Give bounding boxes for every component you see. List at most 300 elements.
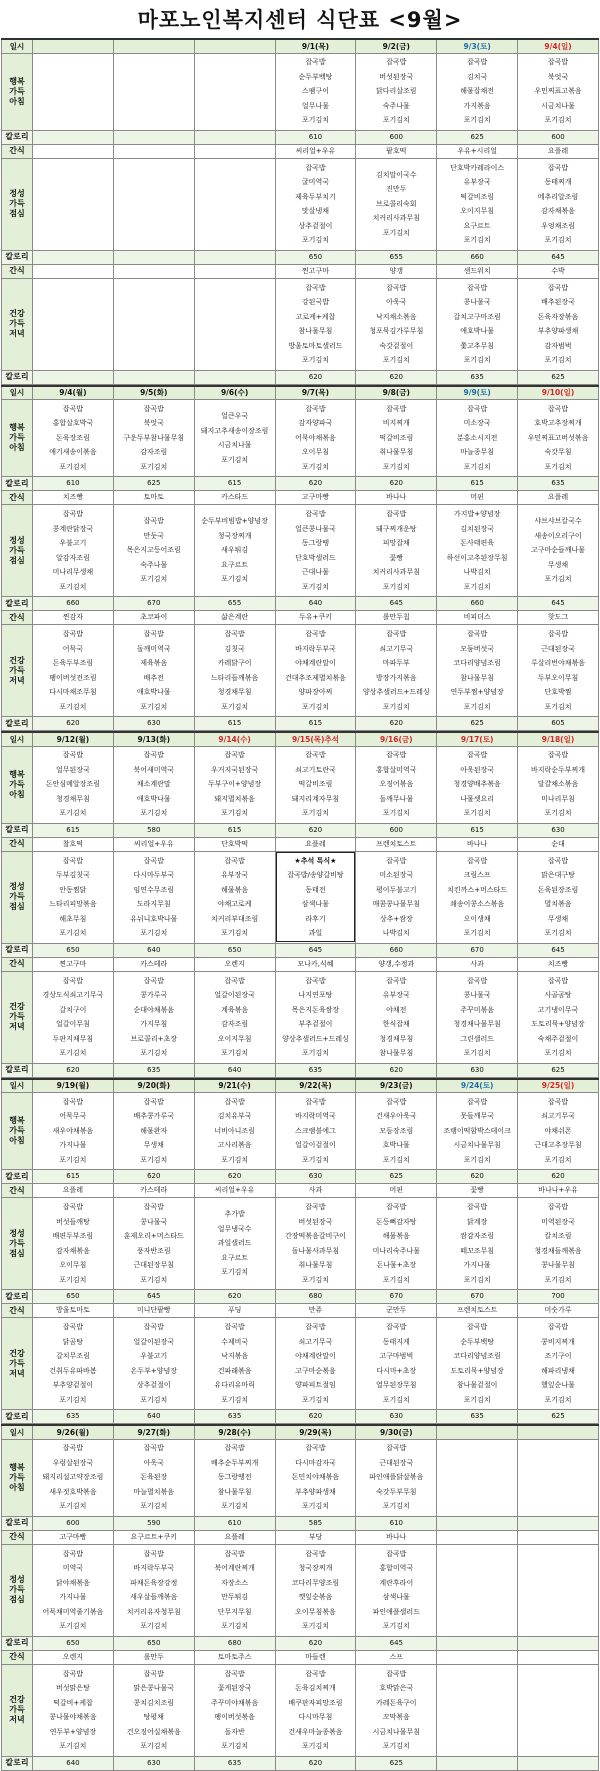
lunch-item: 우불고기 [59,539,87,547]
dinner-calorie-cell: 640 [194,1063,275,1077]
dinner-item: 포기김치 [301,1049,329,1057]
breakfast-label-line: 행복 [9,1462,25,1472]
breakfast-item: 호박고추장찌개 [534,419,582,428]
dinner-item: 포기김치 [463,1049,491,1057]
date-cell: 9/9(토) [437,386,518,400]
dinner-item: 목은지돈육쌈장 [291,1005,340,1014]
breakfast-item: 돈육장조림 [56,433,90,442]
breakfast-calorie-cell: 620 [113,1170,194,1184]
dinner-item: 콩치김치조림 [133,1698,175,1707]
date-cell: 9/4(일) [518,39,599,53]
date-cell: 9/2(금) [356,39,437,53]
lunch-item: 잡곡밥 [224,856,245,865]
breakfast-cell [518,53,599,130]
breakfast-calorie-cell: 600 [518,130,599,144]
dinner-item: 갈치고구마조림 [453,312,501,321]
breakfast-item: 포기김치 [382,809,410,818]
lunch-item: 유부장국 [463,178,491,186]
dinner-item: 양상추샐러드+드레싱 [282,1034,349,1043]
morning-snack-cell: 요플레 [518,491,599,505]
lunch-item: 오이무침 [59,1261,87,1269]
lunch-label-line: 가득 [9,892,25,901]
lunch-item: 치커리사과무침 [372,214,420,223]
meal-row [2,851,599,943]
meal-row [2,1198,599,1290]
kcal-row [2,597,599,611]
breakfast-item: 비지찌개 [382,419,410,428]
breakfast-cell [194,53,275,130]
breakfast-calorie-cell [194,130,275,144]
dinner-item: 부추양파생채 [537,327,579,335]
breakfast-item: 분홍소시지전 [456,433,498,442]
lunch-cell [113,505,194,597]
date-cell: 9/15(목)추석 [275,732,356,746]
dinner-item: 팽이버섯볶음 [214,1713,255,1721]
lunch-item: 풍자반조림 [136,1246,171,1255]
lunch-item: 포기김치 [140,1275,168,1284]
dinner-item: 연두부찜+양념장 [450,688,504,696]
breakfast-item: 마늘멸치볶음 [133,1487,175,1496]
dinner-calorie-label: 칼로리 [2,1756,33,1770]
breakfast-item: 포기김치 [463,1155,491,1164]
dinner-cell [518,1318,599,1410]
dinner-item: 얼갈이된장국 [133,1337,175,1346]
dinner-calorie-cell: 625 [518,1410,599,1424]
week-table [1,1424,599,1771]
dinner-item: 잡곡밥 [547,1323,569,1331]
breakfast-item: 참나물무침 [217,1487,252,1496]
dinner-calorie-cell: 635 [437,1410,518,1424]
afternoon-snack-cell: 모나카,식혜 [275,957,356,971]
dinner-label [2,1318,33,1410]
kcal-row [2,477,599,491]
meal-row [2,611,599,625]
lunch-cell [356,505,437,597]
dinner-calorie-cell: 620 [33,1063,114,1077]
lunch-calorie-cell: 645 [518,597,599,611]
dinner-cell [437,971,518,1063]
lunch-cell [518,851,599,943]
breakfast-calorie-cell [113,130,194,144]
breakfast-item: 잡곡밥 [386,404,407,413]
breakfast-item: 우민찌표고볶음 [534,87,582,96]
lunch-item: 요구르트 [221,1253,249,1262]
dinner-calorie-cell: 620 [356,717,437,731]
dinner-item: 돌자반 [224,1727,245,1736]
lunch-item: 나박김치 [382,929,410,937]
dinner-item: 포기김치 [140,1742,168,1750]
dinner-item: 도토리묵+양념장 [450,1366,504,1375]
breakfast-item: 청경채무침 [56,794,90,803]
lunch-calorie-cell: 670 [437,943,518,957]
dinner-item: 애호박나물 [136,688,171,696]
dinner-item: 잡곡밥 [224,1323,245,1331]
lunch-item: 상추겉절이 [298,221,333,230]
lunch-item: 닭계장 [466,1217,488,1226]
meal-row [2,1184,599,1198]
lunch-item: 청국장찌개 [217,531,252,540]
afternoon-snack-label: 간식 [2,264,33,278]
lunch-item: 포기김치 [221,1622,249,1630]
lunch-label-line: 정성 [9,1228,25,1238]
lunch-calorie-cell: 620 [275,1636,356,1650]
dinner-calorie-cell: 635 [194,1756,275,1770]
dinner-item: 방장가지볶음 [376,673,417,682]
lunch-item: 잡곡밥 [305,510,326,518]
lunch-cell [437,158,518,250]
dinner-item: 건오징어실채볶음 [126,1727,181,1736]
date-cell: 9/13(화) [113,732,194,746]
breakfast-cell [275,746,356,823]
lunch-item: 계란후라이 [379,1578,414,1587]
date-cell: 9/12(월) [33,732,114,746]
dinner-item: 포기김치 [544,356,572,364]
breakfast-item: 돼지멸치볶음 [214,794,255,803]
breakfast-item: 미나리무침 [541,794,575,803]
breakfast-cell [275,400,356,477]
dinner-item: 포기김치 [544,1395,572,1404]
lunch-label-line: 정성 [9,1575,25,1584]
lunch-item: 잡곡밥 [62,1203,84,1211]
lunch-cell [113,851,194,943]
morning-snack-cell: 순대 [518,837,599,851]
date-cell: 9/6(수) [194,386,275,400]
lunch-label-line: 정성 [9,535,25,545]
dinner-item: 탕평채 [143,1713,164,1721]
lunch-item: 포기김치 [221,929,249,937]
lunch-item: 콩나물국 [140,1217,168,1226]
breakfast-item: 잡곡밥 [62,404,84,413]
lunch-label [2,1544,33,1636]
dinner-cell [518,278,599,370]
lunch-item: 제육두부치기 [295,192,336,201]
lunch-calorie-label: 칼로리 [2,597,33,611]
breakfast-item: 야채쉬폰 [544,1126,572,1135]
meal-row [2,1664,599,1756]
dinner-calorie-cell: 635 [437,370,518,384]
morning-snack-cell [194,144,275,158]
breakfast-cell [33,1439,114,1516]
dinner-cell [194,1318,275,1410]
meal-row [2,746,599,823]
lunch-item: 김치말이국수 [376,170,417,179]
lunch-item: 고구마순들깨나물 [530,546,586,555]
breakfast-item: 고사리볶음 [217,1141,252,1150]
breakfast-item: 북엇국 [143,419,164,428]
dinner-label-line: 건강 [9,1348,25,1358]
dinner-item: 우불고기 [140,1352,168,1360]
dinner-cell [33,971,114,1063]
dinner-item: 참나물겉절이 [456,1381,498,1389]
breakfast-item: 무생채 [143,1141,164,1150]
dinner-cell [113,971,194,1063]
breakfast-item: 잡곡밥 [305,58,326,67]
breakfast-calorie-cell: 620 [275,477,356,491]
breakfast-cell [437,53,518,130]
lunch-item: 다시마두부국 [133,871,175,879]
afternoon-snack-cell: 롤만두칩 [356,611,437,625]
dinner-item: 배추전 [143,673,164,682]
breakfast-item: 돈안심메알장조림 [45,780,100,789]
lunch-calorie-cell: 650 [194,943,275,957]
breakfast-label-line: 행복 [9,423,25,432]
lunch-calorie-cell: 640 [275,597,356,611]
dinner-item: 강된국밥 [301,298,329,306]
breakfast-cell [113,746,194,823]
dinner-item: 꼬막볶음 [382,1713,410,1721]
breakfast-item: 아욱국 [143,1458,164,1467]
breakfast-item: 포기김치 [301,1502,329,1511]
lunch-item: 메추리알조림 [537,192,579,201]
breakfast-item: 잡곡밥 [305,1444,326,1453]
dinner-item: 돈육두부조림 [52,659,94,667]
lunch-cell [33,1198,114,1290]
lunch-calorie-cell: 655 [356,250,437,264]
lunch-item: 자장소스 [221,1578,249,1587]
dinner-item: 주꾸미볶음 [460,1005,495,1014]
breakfast-item: 잡곡밥 [224,751,245,760]
lunch-item: 잡곡밥 [386,1203,407,1211]
dinner-calorie-cell: 640 [33,1756,114,1770]
breakfast-item: 떡갈비조림 [379,433,414,442]
dinner-item: 꽃게된장국 [217,1684,252,1692]
dinner-label-line: 저녁 [9,1022,25,1031]
date-cell: 9/23(금) [356,1079,437,1093]
dinner-item: 잡곡밥 [62,630,84,638]
breakfast-item: 포기김치 [140,809,168,818]
breakfast-item: 미소장국 [463,419,491,428]
dinner-cell [33,625,114,717]
lunch-item: 치커리유자청무침 [126,1607,181,1616]
breakfast-calorie-cell: 630 [518,823,599,837]
kcal-row [2,1410,599,1424]
dinner-item: 낙지채소볶음 [376,312,417,321]
lunch-item: 브로콜리숙회 [376,199,417,208]
dinner-item: 포기김치 [382,1395,410,1404]
meal-row [2,1304,599,1318]
breakfast-item: 포기김치 [382,116,410,125]
afternoon-snack-cell: 카스테라 [113,957,194,971]
dinner-item: 잡곡밥 [547,630,569,638]
kcal-row [2,1063,599,1077]
dinner-item: 쫓고추무침 [460,341,495,350]
breakfast-item: 두부구이+양념장 [208,780,262,789]
breakfast-calorie-cell: 610 [356,1516,437,1530]
dinner-item: 연두부+양념장 [49,1727,97,1736]
dinner-item: 제육볶음 [140,659,168,667]
breakfast-label [2,400,33,477]
lunch-item: 해물볶음 [382,1232,410,1240]
dinner-calorie-cell: 620 [275,1410,356,1424]
lunch-item: 포기김치 [382,228,410,237]
dinner-item: 포기김치 [463,356,491,364]
morning-snack-cell: 단호박떡 [194,837,275,851]
breakfast-item: 잡곡밥 [386,1444,407,1453]
lunch-item: 근대나물 [301,568,329,576]
date-cell: 9/30(금) [356,1425,437,1439]
breakfast-item: 시금치나물무침 [453,1141,501,1150]
dinner-calorie-cell: 615 [275,717,356,731]
lunch-cell [356,1544,437,1636]
breakfast-item: 잡곡밥 [466,751,488,760]
breakfast-item: 시금치나물 [541,101,575,110]
lunch-item: 잡곡밥 [547,1203,569,1211]
dinner-label-line: 가득 [9,665,25,675]
breakfast-item: 잡곡밥 [143,1444,164,1453]
dinner-cell [113,278,194,370]
dinner-item: 포기김치 [382,356,410,364]
breakfast-item: 가지볶음 [463,101,491,110]
breakfast-item: 잡곡밥 [143,1097,164,1106]
lunch-calorie-cell: 700 [518,1290,599,1304]
dinner-item: 잡곡밥 [386,283,407,292]
dinner-item: 콩가루국 [140,991,168,999]
breakfast-item: 포기김치 [59,1502,87,1511]
dinner-item: 양파피트절임 [295,1381,336,1389]
dinner-item: 닭곰탕 [62,1337,84,1346]
lunch-calorie-cell: 620 [194,1290,275,1304]
lunch-cell [33,505,114,597]
breakfast-item: 스팸구이 [301,87,329,96]
breakfast-cell [113,53,194,130]
morning-snack-cell: 사과 [275,1184,356,1198]
lunch-item: 동그랑땡 [301,539,329,547]
breakfast-calorie-cell: 625 [356,1170,437,1184]
dinner-item: 포기김치 [221,1049,249,1057]
dinner-item: 조기구이 [544,1352,572,1360]
meal-row [2,278,599,370]
morning-snack-cell: 부당 [275,1530,356,1544]
breakfast-cell [518,1093,599,1170]
dinner-item: 청경채무침 [379,1034,414,1043]
meal-row [2,1530,599,1544]
lunch-item: 잡곡밥 [466,856,488,865]
dinner-cell [356,1664,437,1756]
lunch-item: 미역국 [62,1564,84,1572]
breakfast-label [2,53,33,130]
lunch-calorie-cell: 645 [356,597,437,611]
dinner-cell [33,1664,114,1756]
dinner-cell [437,278,518,370]
lunch-item: 쇄송이콩소스볶음 [450,900,505,908]
morning-snack-cell: 씨리얼+우유 [275,144,356,158]
dinner-item: 온두부+양념장 [130,1366,177,1375]
lunch-calorie-cell [518,1636,599,1650]
dinner-item: 감자범벅 [544,341,572,350]
meal-row [2,491,599,505]
dinner-item: 잡곡밥 [143,1323,164,1331]
dinner-item: 방울토마토샐러드 [288,341,343,350]
lunch-item: 피망잡채 [382,539,410,547]
dinner-item: 건취두유파바봄 [49,1366,97,1375]
lunch-item: 포기김치 [463,929,491,937]
dinner-item: 얼갈이된장국 [214,991,255,999]
lunch-item: 샤브샤브칼국수 [534,517,582,526]
dinner-calorie-cell [113,370,194,384]
breakfast-item: 포기김치 [463,809,491,818]
morning-snack-cell: 토마토 [113,491,194,505]
lunch-calorie-cell: 650 [33,1636,114,1650]
dinner-cell [437,1664,518,1756]
kcal-row [2,1636,599,1650]
breakfast-item: 얼무나물 [301,101,329,110]
lunch-label-line: 정성 [9,882,25,891]
lunch-calorie-cell: 650 [33,1290,114,1304]
week-table [1,385,599,732]
afternoon-snack-cell: 오렌지 [194,957,275,971]
dinner-item: 잡곡밥 [305,1669,326,1678]
breakfast-cell [113,1439,194,1516]
meal-row [2,837,599,851]
afternoon-snack-cell: 미니단팥빵 [113,1304,194,1318]
lunch-calorie-cell [33,250,114,264]
dinner-calorie-cell: 630 [356,1410,437,1424]
dinner-item: 포기김치 [221,1742,249,1750]
meal-row [2,1544,599,1636]
dinner-item: 건파래볶음 [217,1366,252,1375]
lunch-item: 새송이오리구이 [534,531,582,540]
breakfast-item: 파인애플닭살볶음 [369,1473,424,1482]
dinner-calorie-cell [194,370,275,384]
breakfast-calorie-cell: 610 [33,477,114,491]
dinner-item: 브로콜리+초장 [130,1034,177,1043]
breakfast-calorie-cell [33,130,114,144]
lunch-cell [33,1544,114,1636]
morning-snack-cell [113,144,194,158]
breakfast-item: 잡곡밥 [143,751,164,760]
dinner-cell [437,625,518,717]
lunch-cell [275,505,356,597]
afternoon-snack-cell [33,264,114,278]
afternoon-snack-cell: 치즈빵 [518,957,599,971]
lunch-item: 유부장국 [221,871,249,879]
breakfast-item: 쇠고기무국 [541,1112,575,1121]
lunch-item: 잡곡밥 [62,856,84,865]
lunch-calorie-cell: 680 [194,1636,275,1650]
morning-snack-cell: 우유+시리얼 [437,144,518,158]
morning-snack-label: 간식 [2,1184,33,1198]
breakfast-calorie-cell: 625 [113,477,194,491]
meal-row [2,400,599,477]
lunch-cell [518,1198,599,1290]
breakfast-label-line: 아침 [9,789,25,799]
dinner-item: 어묵국 [62,644,84,653]
date-cell: 9/1(목) [275,39,356,53]
dinner-item: 단호박찜 [544,688,572,696]
lunch-item: 포기김치 [301,1275,329,1284]
lunch-item: 파채돈육장강정 [130,1578,178,1587]
lunch-item: 버섯들깨탕 [56,1217,90,1226]
breakfast-calorie-cell: 615 [33,1170,114,1184]
dinner-item: 마파두부 [382,659,410,667]
afternoon-snack-cell: 찐고구마 [33,957,114,971]
breakfast-item: 닭다리살조림 [376,87,417,96]
dinner-item: 경상도식쇠고기무국 [42,991,104,999]
afternoon-snack-label: 간식 [2,1304,33,1318]
dinner-calorie-cell [437,1756,518,1770]
dinner-item: 버섯맑은탕 [56,1684,90,1692]
date-cell [518,1425,599,1439]
breakfast-calorie-cell: 615 [437,477,518,491]
breakfast-item: 포기김치 [301,809,329,818]
breakfast-item: 순두부백탕 [298,72,333,81]
dinner-item: 잡곡밥 [466,283,488,292]
breakfast-cell [356,746,437,823]
breakfast-item: 해물완자 [140,1126,168,1135]
dinner-item: 시금치나물무침 [372,1727,420,1736]
dinner-cell [518,1664,599,1756]
page-title: 마포노인복지센터 식단표 <9월> [137,8,463,32]
